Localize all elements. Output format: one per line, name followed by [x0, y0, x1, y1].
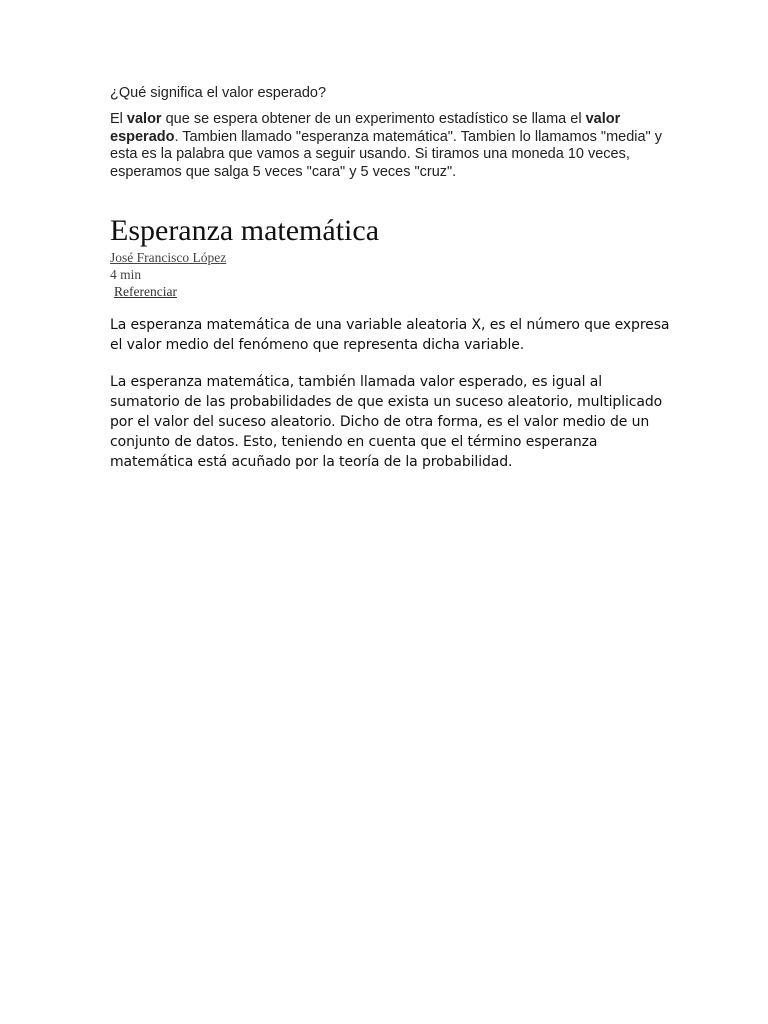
read-time: 4 min — [110, 267, 142, 282]
intro-paragraph — [110, 111, 670, 181]
article-paragraph-1: La esperanza matemática de una variable aleatoria X, es el número que expresa el valor medio del fenómeno que representa dicha variable. — [110, 317, 670, 353]
question-heading: ¿Qué significa el valor esperado? — [110, 85, 327, 101]
article-meta — [110, 248, 670, 300]
article-paragraph-2: La esperanza matemática, también llamada valor esperado, es igual al sumatorio de las probabilidades de que exista un suceso aleatorio, multiplicado por el valor del suceso aleatorio. Dicho de otra forma, es el valor medio de un conjunto de datos. Esto, teniendo en cuenta que el término esperanza matemática está acuñado por la teoría de la probabilidad. — [110, 374, 663, 470]
intro-bold-valor: valor — [126, 111, 162, 127]
article-title: Esperanza matemática — [110, 214, 380, 247]
intro-text-3: . Tambien llamado "esperanza matemática". Tambien lo llamamos "media" y esta es la palabra que vamos a seguir usando. Si tiramos una moneda 10 veces, esperamos que salga 5 veces "cara" y 5 veces "cruz". — [110, 128, 662, 180]
intro-bold-valor-esperado: valor esperado — [110, 111, 621, 145]
document-page — [110, 84, 670, 472]
intro-text-1: El — [110, 111, 127, 127]
author-link[interactable]: José Francisco López — [110, 250, 227, 265]
cite-link[interactable]: Referenciar — [114, 284, 177, 299]
intro-text-2: que se espera obtener de un experimento estadístico se llama el — [161, 111, 586, 127]
